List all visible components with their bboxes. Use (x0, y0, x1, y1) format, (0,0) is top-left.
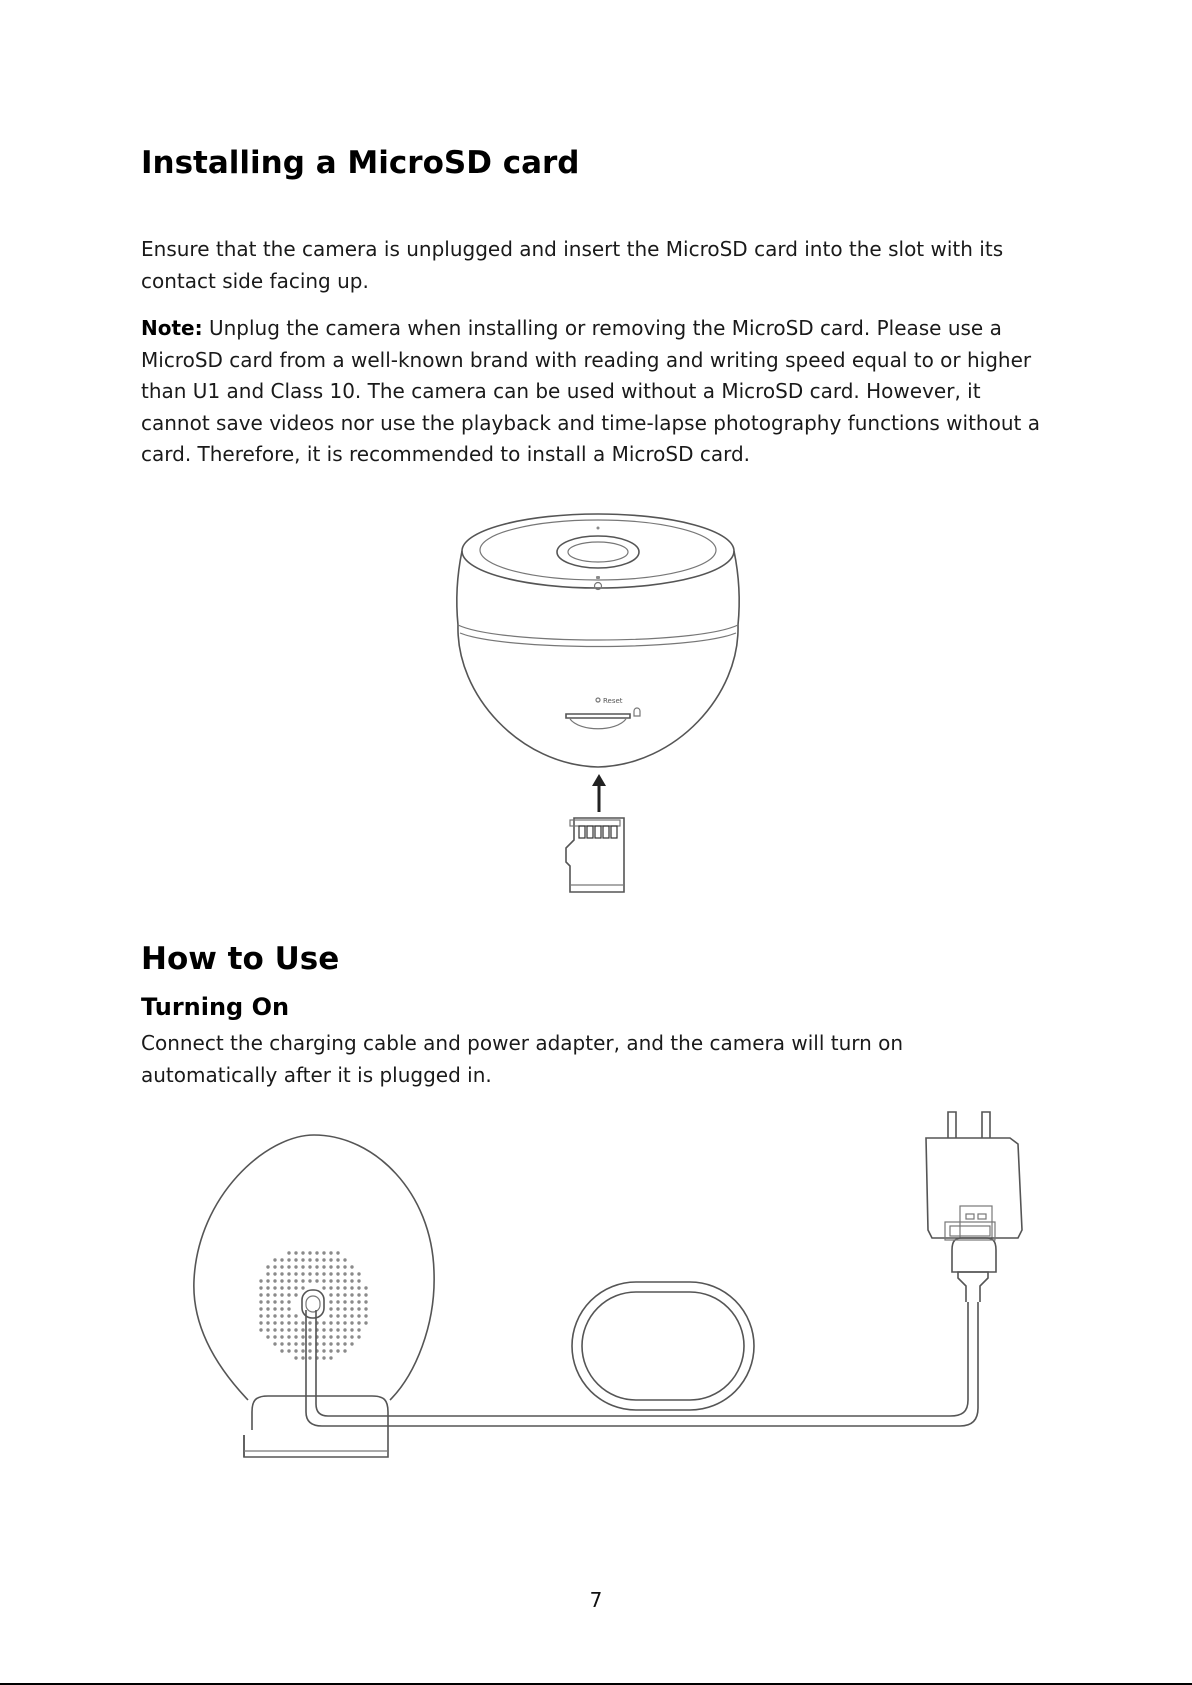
install-instructions-paragraph: Ensure that the camera is unplugged and insert the MicroSD card into the slot with its contact side facing up. (141, 237, 1004, 293)
turning-on-paragraph: Connect the charging cable and power adapter, and the camera will turn on automatically after it is plugged in. (141, 1031, 904, 1087)
reset-label: Reset (603, 697, 623, 705)
heading-installing-microsd: Installing a MicroSD card (141, 145, 580, 181)
page-number: 7 (589, 1588, 603, 1612)
install-note-paragraph (141, 313, 1041, 471)
camera-body-illustration (457, 514, 739, 767)
insert-arrow-icon (592, 774, 606, 812)
power-connection-illustration (0, 1100, 1192, 1480)
note-text: Unplug the camera when installing or removing the MicroSD card. Please use a MicroSD card from a well-known brand with reading and writing speed equal to or higher than U1 and Class 10. The camera can be used without a MicroSD card. However, it cannot save videos nor use the playback and time-lapse photography functions without a card. Therefore, it is recommended to install a MicroSD card. (141, 316, 1040, 466)
camera-back-illustration (194, 1135, 434, 1457)
charging-cable-illustration (306, 1206, 996, 1426)
microsd-insertion-illustration (0, 500, 1192, 920)
microsd-card-icon (566, 818, 624, 892)
heading-how-to-use: How to Use (141, 941, 340, 977)
speaker-grille-icon (259, 1251, 367, 1359)
note-label: Note: (141, 316, 203, 340)
subheading-turning-on: Turning On (141, 993, 290, 1021)
power-adapter-illustration (926, 1112, 1022, 1240)
